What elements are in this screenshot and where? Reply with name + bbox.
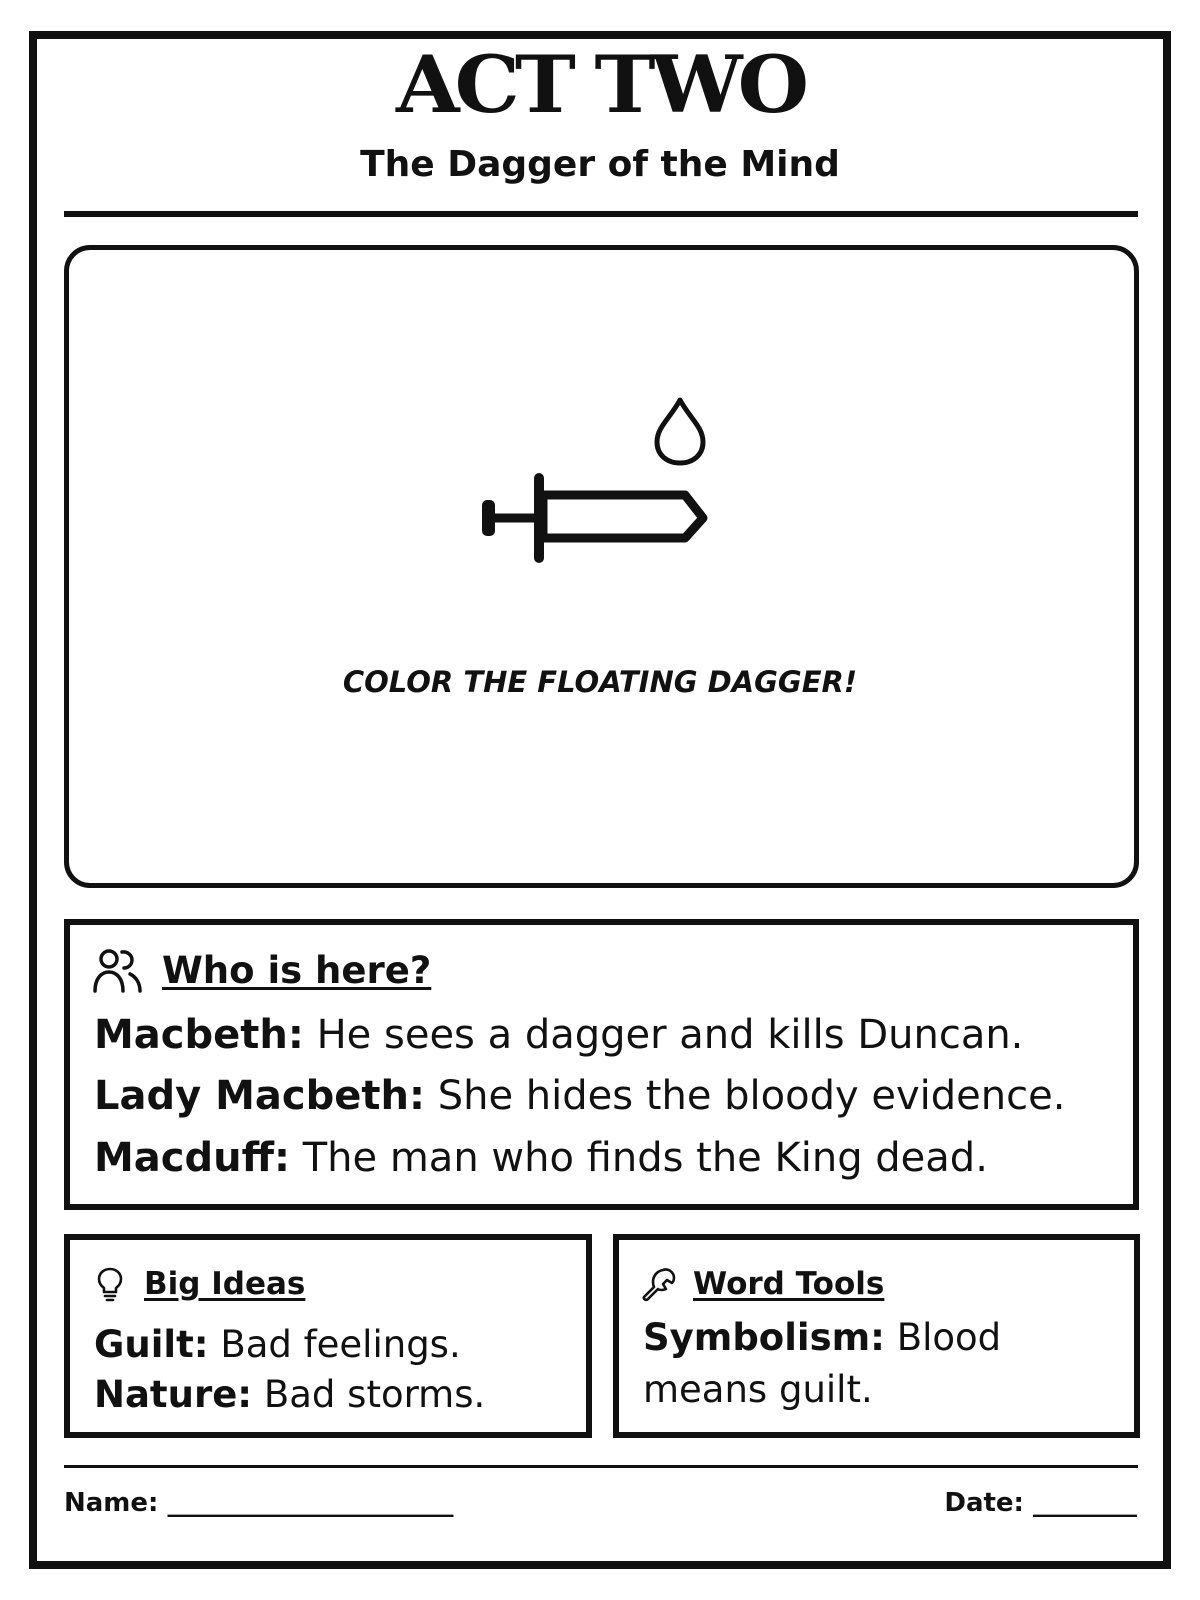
idea-row — [94, 1373, 486, 1416]
word-tools-heading — [641, 1266, 884, 1302]
coloring-instruction: COLOR THE FLOATING DAGGER! — [342, 665, 858, 699]
character-name: Macduff: — [94, 1135, 291, 1181]
idea-term: Guilt: — [94, 1323, 209, 1366]
characters-heading — [92, 947, 431, 993]
character-name: Lady Macbeth: — [94, 1073, 425, 1119]
tool-row — [643, 1312, 1123, 1416]
character-description: He sees a dagger and kills Duncan. — [316, 1012, 1024, 1058]
lightbulb-icon — [92, 1266, 128, 1302]
tool-description: Blood means guilt. — [643, 1316, 1002, 1411]
big-ideas-heading-label: Big Ideas — [144, 1266, 306, 1302]
character-name: Macbeth: — [94, 1012, 304, 1058]
date-field[interactable]: Date: ________ — [944, 1488, 1137, 1518]
dagger-icon — [485, 478, 703, 558]
character-row — [94, 1135, 988, 1181]
word-tools-panel — [613, 1234, 1140, 1438]
characters-heading-label: Who is here? — [162, 948, 432, 992]
tool-term: Symbolism: — [643, 1316, 885, 1359]
idea-term: Nature: — [94, 1373, 253, 1416]
wrench-icon — [641, 1266, 677, 1302]
name-field[interactable]: Name: ______________________ — [64, 1488, 454, 1518]
big-ideas-panel — [64, 1234, 592, 1438]
page-subtitle: The Dagger of the Mind — [360, 144, 840, 185]
idea-description: Bad storms. — [263, 1373, 486, 1416]
blood-drop-icon — [657, 400, 703, 463]
footer-divider — [64, 1465, 1138, 1468]
character-description: The man who finds the King dead. — [302, 1135, 988, 1181]
characters-panel — [64, 919, 1139, 1210]
character-description: She hides the bloody evidence. — [437, 1073, 1066, 1119]
page-title: ACT TWO — [396, 38, 804, 132]
word-tools-heading-label: Word Tools — [693, 1266, 885, 1302]
big-ideas-heading — [92, 1266, 305, 1302]
character-row — [94, 1073, 1066, 1119]
people-icon — [92, 947, 144, 993]
character-row — [94, 1012, 1024, 1058]
idea-row — [94, 1323, 461, 1366]
idea-description: Bad feelings. — [220, 1323, 461, 1366]
header-divider — [64, 211, 1138, 217]
dagger-illustration — [475, 395, 735, 585]
